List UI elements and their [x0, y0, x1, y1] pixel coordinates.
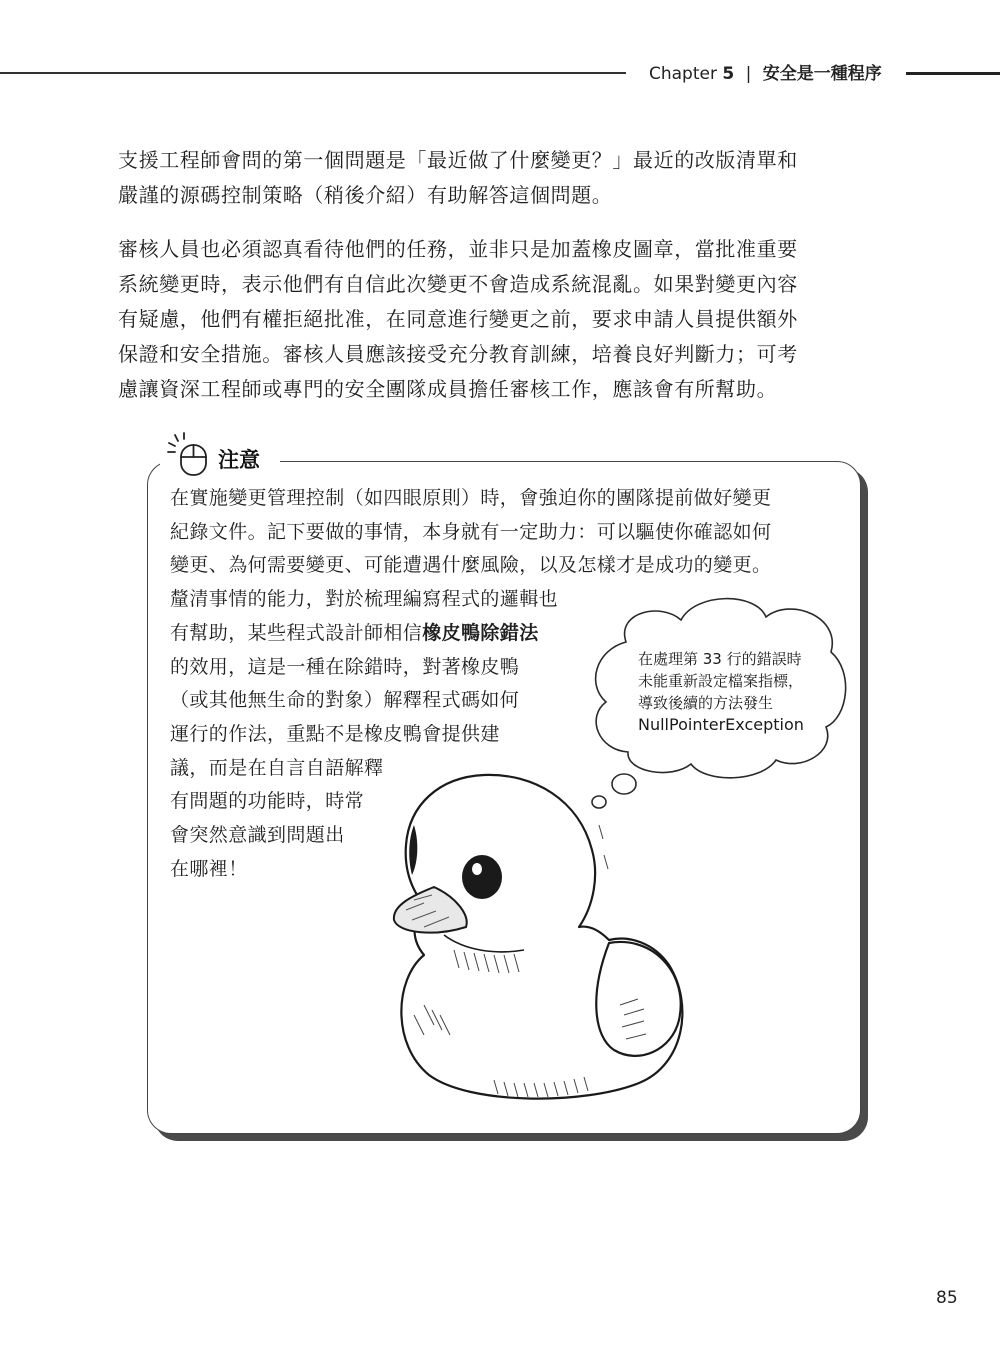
text-line: 系統變更時，表示他們有自信此次變更不會造成系統混亂。如果對變更內容 [118, 272, 798, 296]
note-line: 紀錄文件。記下要做的事情，本身就有一定助力：可以驅使你確認如何 [170, 520, 772, 543]
text-line: 嚴謹的源碼控制策略（稍後介紹）有助解答這個問題。 [118, 183, 613, 207]
note-line: 在哪裡！ [170, 857, 248, 880]
text-line: 審核人員也必須認真看待他們的任務，並非只是加蓋橡皮圖章，當批准重要 [118, 237, 798, 261]
bubble-line-exception: NullPointerException [638, 715, 804, 734]
text-line: 慮讓資深工程師或專門的安全團隊成員擔任審核工作，應該會有所幫助。 [118, 377, 778, 401]
running-header [649, 62, 882, 86]
note-line: 釐清事情的能力，對於梳理編寫程式的邏輯也 [170, 588, 559, 611]
note-line: （或其他無生命的對象）解釋程式碼如何 [170, 689, 520, 712]
note-line: 的效用，這是一種在除錯時，對著橡皮鴨 [170, 655, 520, 678]
body-paragraph-1 [118, 143, 898, 213]
text-line: 支援工程師會問的第一個問題是「最近做了什麼變更？」最近的改版清單和 [118, 148, 798, 172]
chapter-title: 安全是一種程序 [762, 64, 882, 84]
note-line-text: 有幫助，某些程式設計師相信 [170, 621, 423, 644]
note-line: 有問題的功能時，時常 [170, 790, 365, 813]
note-title: 注意 [218, 448, 260, 472]
bubble-line: 未能重新設定檔案指標， [638, 672, 804, 690]
bubble-line: 導致後續的方法發生 [638, 694, 774, 712]
chapter-number: 5 [722, 64, 735, 84]
header-separator: | [745, 64, 752, 84]
note-line: 變更、為何需要變更、可能遭遇什麼風險，以及怎樣才是成功的變更。 [170, 554, 772, 577]
note-line: 議，而是在自言自語解釋 [170, 756, 384, 779]
mouse-icon [166, 432, 212, 478]
rubber-duck-debugging-term: 橡皮鴨除錯法 [422, 621, 539, 644]
note-line: 在實施變更管理控制（如四眼原則）時，會強迫你的團隊提前做好變更 [170, 487, 772, 509]
note-line: 會突然意識到問題出 [170, 824, 345, 847]
page-number: 85 [936, 1288, 958, 1308]
body-paragraph-2 [118, 232, 898, 407]
text-line: 有疑慮，他們有權拒絕批准，在同意進行變更之前，要求申請人員提供額外 [118, 307, 798, 331]
text-line: 保證和安全措施。審核人員應該接受充分教育訓練，培養良好判斷力；可考 [118, 342, 798, 366]
note-line: 運行的作法，重點不是橡皮鴨會提供建 [170, 722, 500, 745]
thought-bubble-text [638, 648, 804, 736]
bubble-line: 在處理第 33 行的錯誤時 [638, 650, 802, 668]
header-rule-right [906, 72, 1000, 75]
rubber-duck-illustration [384, 765, 694, 1110]
header-rule-left [0, 72, 626, 74]
chapter-word: Chapter [649, 64, 717, 84]
